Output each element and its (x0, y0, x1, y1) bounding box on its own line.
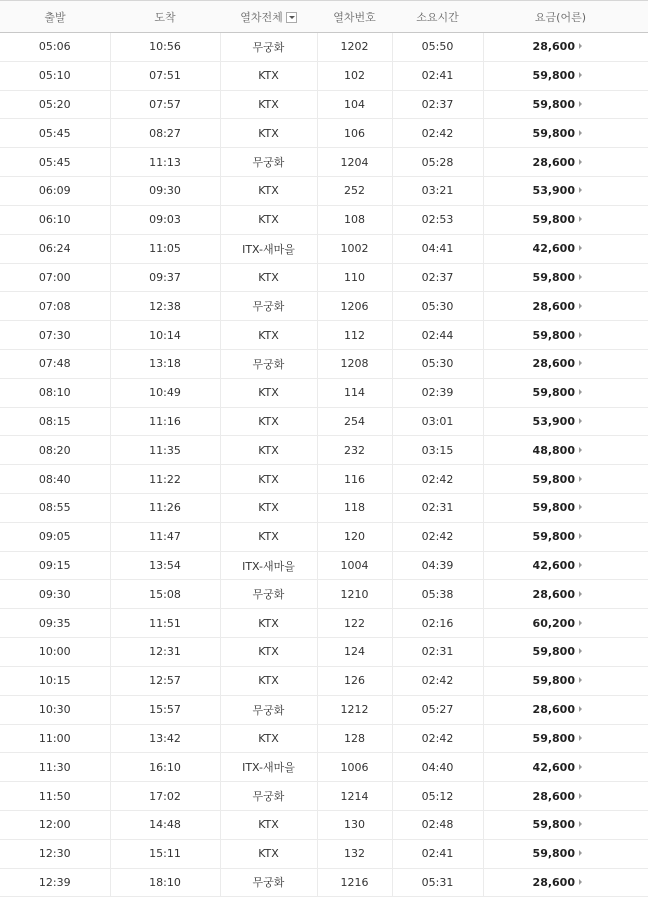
depart-time-cell: 07:00 (0, 263, 110, 292)
train-number-cell: 108 (317, 205, 392, 234)
train-number-cell: 1002 (317, 234, 392, 263)
duration-cell: 02:44 (392, 321, 483, 350)
table-row (0, 494, 648, 523)
table-header (0, 1, 648, 33)
arrive-time-cell: 11:16 (110, 407, 220, 436)
duration-cell: 04:39 (392, 551, 483, 580)
duration-cell: 05:30 (392, 349, 483, 378)
fare-cell[interactable] (483, 609, 648, 638)
duration-cell: 02:39 (392, 378, 483, 407)
fare-cell[interactable] (483, 119, 648, 148)
header-duration: 소요시간 (392, 1, 483, 33)
train-number-cell: 116 (317, 465, 392, 494)
arrive-time-cell: 07:51 (110, 61, 220, 90)
train-type-cell: KTX (220, 609, 317, 638)
fare-cell[interactable] (483, 177, 648, 206)
depart-time-cell: 12:30 (0, 839, 110, 868)
train-number-cell: 104 (317, 90, 392, 119)
chevron-right-icon[interactable] (579, 879, 582, 885)
fare-amount[interactable]: 59,800 (532, 98, 575, 112)
train-number-cell: 254 (317, 407, 392, 436)
duration-cell: 02:42 (392, 119, 483, 148)
train-type-cell: KTX (220, 465, 317, 494)
duration-cell: 04:40 (392, 753, 483, 782)
table-body (0, 33, 648, 897)
arrive-time-cell: 13:18 (110, 349, 220, 378)
depart-time-cell: 05:06 (0, 33, 110, 62)
depart-time-cell: 05:20 (0, 90, 110, 119)
fare-amount[interactable]: 28,600 (532, 587, 575, 601)
chevron-right-icon[interactable] (579, 216, 582, 222)
table-row (0, 666, 648, 695)
depart-time-cell: 08:10 (0, 378, 110, 407)
depart-time-cell: 06:09 (0, 177, 110, 206)
fare-cell[interactable] (483, 810, 648, 839)
train-number-cell: 114 (317, 378, 392, 407)
depart-time-cell: 06:10 (0, 205, 110, 234)
chevron-right-icon[interactable] (579, 245, 582, 251)
fare-cell[interactable] (483, 292, 648, 321)
depart-time-cell: 11:50 (0, 782, 110, 811)
train-number-cell: 124 (317, 638, 392, 667)
chevron-right-icon[interactable] (579, 764, 582, 770)
fare-cell[interactable] (483, 205, 648, 234)
chevron-right-icon[interactable] (579, 303, 582, 309)
table-row (0, 782, 648, 811)
table-row (0, 119, 648, 148)
table-row (0, 177, 648, 206)
depart-time-cell: 07:08 (0, 292, 110, 321)
duration-cell: 02:42 (392, 666, 483, 695)
duration-cell: 02:16 (392, 609, 483, 638)
duration-cell: 05:12 (392, 782, 483, 811)
duration-cell: 03:21 (392, 177, 483, 206)
duration-cell: 02:41 (392, 61, 483, 90)
chevron-right-icon[interactable] (579, 101, 582, 107)
table-row (0, 724, 648, 753)
arrive-time-cell: 10:14 (110, 321, 220, 350)
train-type-cell: 무궁화 (220, 782, 317, 811)
chevron-right-icon[interactable] (579, 360, 582, 366)
fare-amount[interactable]: 59,800 (532, 270, 575, 284)
chevron-right-icon[interactable] (579, 504, 582, 510)
train-number-cell: 130 (317, 810, 392, 839)
train-type-cell: KTX (220, 177, 317, 206)
fare-cell[interactable] (483, 263, 648, 292)
chevron-right-icon[interactable] (579, 620, 582, 626)
train-type-cell: KTX (220, 61, 317, 90)
table-row (0, 522, 648, 551)
table-row (0, 810, 648, 839)
fare-amount[interactable]: 59,800 (532, 674, 575, 688)
arrive-time-cell: 12:31 (110, 638, 220, 667)
header-train-type-filter[interactable] (220, 1, 317, 33)
chevron-right-icon[interactable] (579, 793, 582, 799)
duration-cell: 05:31 (392, 868, 483, 897)
chevron-right-icon[interactable] (579, 389, 582, 395)
fare-amount[interactable]: 28,600 (532, 155, 575, 169)
table-row (0, 465, 648, 494)
train-type-cell: ITX-새마을 (220, 234, 317, 263)
train-number-cell: 110 (317, 263, 392, 292)
arrive-time-cell: 15:08 (110, 580, 220, 609)
chevron-right-icon[interactable] (579, 476, 582, 482)
train-type-cell: KTX (220, 321, 317, 350)
table-row (0, 695, 648, 724)
train-type-cell: KTX (220, 638, 317, 667)
depart-time-cell: 10:15 (0, 666, 110, 695)
depart-time-cell: 08:40 (0, 465, 110, 494)
fare-amount[interactable]: 28,600 (532, 299, 575, 313)
header-arrive: 도착 (110, 1, 220, 33)
train-number-cell: 1216 (317, 868, 392, 897)
duration-cell: 05:28 (392, 148, 483, 177)
train-number-cell: 1004 (317, 551, 392, 580)
fare-cell[interactable] (483, 782, 648, 811)
depart-time-cell: 12:39 (0, 868, 110, 897)
duration-cell: 02:42 (392, 724, 483, 753)
fare-cell[interactable] (483, 465, 648, 494)
chevron-right-icon[interactable] (579, 447, 582, 453)
arrive-time-cell: 12:38 (110, 292, 220, 321)
train-number-cell: 1208 (317, 349, 392, 378)
train-number-cell: 1202 (317, 33, 392, 62)
train-type-cell: 무궁화 (220, 580, 317, 609)
depart-time-cell: 12:00 (0, 810, 110, 839)
chevron-right-icon[interactable] (579, 159, 582, 165)
table-row (0, 61, 648, 90)
fare-amount[interactable]: 53,900 (532, 414, 575, 428)
fare-amount[interactable]: 53,900 (532, 184, 575, 198)
duration-cell: 03:01 (392, 407, 483, 436)
depart-time-cell: 07:48 (0, 349, 110, 378)
table-row (0, 378, 648, 407)
fare-cell[interactable] (483, 378, 648, 407)
train-type-cell: KTX (220, 436, 317, 465)
table-row (0, 580, 648, 609)
depart-time-cell: 09:35 (0, 609, 110, 638)
arrive-time-cell: 14:48 (110, 810, 220, 839)
fare-cell[interactable] (483, 638, 648, 667)
train-type-cell: 무궁화 (220, 695, 317, 724)
chevron-down-icon[interactable] (286, 12, 297, 23)
fare-amount[interactable]: 59,800 (532, 847, 575, 861)
arrive-time-cell: 17:02 (110, 782, 220, 811)
train-type-cell: KTX (220, 666, 317, 695)
arrive-time-cell: 10:49 (110, 378, 220, 407)
train-number-cell: 1214 (317, 782, 392, 811)
train-number-cell: 132 (317, 839, 392, 868)
fare-cell[interactable] (483, 753, 648, 782)
chevron-right-icon[interactable] (579, 43, 582, 49)
duration-cell: 02:37 (392, 90, 483, 119)
arrive-time-cell: 11:47 (110, 522, 220, 551)
arrive-time-cell: 18:10 (110, 868, 220, 897)
chevron-right-icon[interactable] (579, 533, 582, 539)
chevron-right-icon[interactable] (579, 418, 582, 424)
train-type-cell: KTX (220, 263, 317, 292)
duration-cell: 02:42 (392, 522, 483, 551)
duration-cell: 04:41 (392, 234, 483, 263)
train-number-cell: 232 (317, 436, 392, 465)
train-type-cell: 무궁화 (220, 33, 317, 62)
depart-time-cell: 11:00 (0, 724, 110, 753)
table-row (0, 609, 648, 638)
table-row (0, 839, 648, 868)
chevron-right-icon[interactable] (579, 130, 582, 136)
table-row (0, 349, 648, 378)
train-number-cell: 1204 (317, 148, 392, 177)
arrive-time-cell: 11:26 (110, 494, 220, 523)
table-row (0, 292, 648, 321)
train-type-cell: KTX (220, 407, 317, 436)
arrive-time-cell: 09:03 (110, 205, 220, 234)
depart-time-cell: 10:30 (0, 695, 110, 724)
table-row (0, 753, 648, 782)
train-type-cell: KTX (220, 90, 317, 119)
table-row (0, 638, 648, 667)
chevron-right-icon[interactable] (579, 677, 582, 683)
fare-amount[interactable]: 59,800 (532, 386, 575, 400)
depart-time-cell: 09:30 (0, 580, 110, 609)
arrive-time-cell: 11:22 (110, 465, 220, 494)
arrive-time-cell: 11:51 (110, 609, 220, 638)
duration-cell: 02:31 (392, 638, 483, 667)
table-row (0, 868, 648, 897)
table-row (0, 33, 648, 62)
depart-time-cell: 09:15 (0, 551, 110, 580)
depart-time-cell: 08:55 (0, 494, 110, 523)
arrive-time-cell: 12:57 (110, 666, 220, 695)
fare-amount[interactable]: 60,200 (532, 616, 575, 630)
fare-amount[interactable]: 28,600 (532, 789, 575, 803)
fare-cell[interactable] (483, 580, 648, 609)
table-row (0, 551, 648, 580)
train-number-cell: 120 (317, 522, 392, 551)
train-number-cell: 126 (317, 666, 392, 695)
fare-amount[interactable]: 59,800 (532, 213, 575, 227)
train-type-cell: ITX-새마을 (220, 551, 317, 580)
fare-cell[interactable] (483, 695, 648, 724)
header-fare: 요금(어른) (483, 1, 648, 33)
fare-cell[interactable] (483, 666, 648, 695)
arrive-time-cell: 11:13 (110, 148, 220, 177)
train-type-cell: KTX (220, 724, 317, 753)
fare-cell[interactable] (483, 407, 648, 436)
chevron-right-icon[interactable] (579, 562, 582, 568)
duration-cell: 02:48 (392, 810, 483, 839)
duration-cell: 02:42 (392, 465, 483, 494)
depart-time-cell: 11:30 (0, 753, 110, 782)
train-type-cell: KTX (220, 522, 317, 551)
fare-amount[interactable]: 59,800 (532, 328, 575, 342)
fare-amount[interactable]: 59,800 (532, 645, 575, 659)
fare-amount[interactable]: 59,800 (532, 530, 575, 544)
train-number-cell: 112 (317, 321, 392, 350)
arrive-time-cell: 09:30 (110, 177, 220, 206)
depart-time-cell: 08:20 (0, 436, 110, 465)
depart-time-cell: 05:45 (0, 119, 110, 148)
header-train-number: 열차번호 (317, 1, 392, 33)
depart-time-cell: 06:24 (0, 234, 110, 263)
train-type-cell: 무궁화 (220, 349, 317, 378)
header-train-type-label: 열차전체 (240, 10, 283, 24)
fare-amount[interactable]: 59,800 (532, 69, 575, 83)
duration-cell: 03:15 (392, 436, 483, 465)
table-row (0, 436, 648, 465)
train-number-cell: 102 (317, 61, 392, 90)
fare-amount[interactable]: 28,600 (532, 40, 575, 54)
train-number-cell: 1006 (317, 753, 392, 782)
fare-cell[interactable] (483, 551, 648, 580)
table-row (0, 263, 648, 292)
arrive-time-cell: 15:57 (110, 695, 220, 724)
duration-cell: 02:53 (392, 205, 483, 234)
chevron-right-icon[interactable] (579, 72, 582, 78)
fare-amount[interactable]: 59,800 (532, 501, 575, 515)
arrive-time-cell: 08:27 (110, 119, 220, 148)
fare-cell[interactable] (483, 148, 648, 177)
train-type-cell: KTX (220, 494, 317, 523)
train-number-cell: 122 (317, 609, 392, 638)
fare-cell[interactable] (483, 868, 648, 897)
arrive-time-cell: 07:57 (110, 90, 220, 119)
fare-amount[interactable]: 28,600 (532, 703, 575, 717)
fare-cell[interactable] (483, 494, 648, 523)
depart-time-cell: 05:10 (0, 61, 110, 90)
arrive-time-cell: 11:05 (110, 234, 220, 263)
duration-cell: 02:37 (392, 263, 483, 292)
train-type-cell: ITX-새마을 (220, 753, 317, 782)
fare-cell[interactable] (483, 61, 648, 90)
fare-amount[interactable]: 42,600 (532, 559, 575, 573)
duration-cell: 05:38 (392, 580, 483, 609)
fare-cell[interactable] (483, 90, 648, 119)
train-number-cell: 128 (317, 724, 392, 753)
fare-cell[interactable] (483, 436, 648, 465)
header-depart: 출발 (0, 1, 110, 33)
table-row (0, 148, 648, 177)
fare-amount[interactable]: 59,800 (532, 818, 575, 832)
chevron-right-icon[interactable] (579, 850, 582, 856)
train-type-cell: KTX (220, 119, 317, 148)
arrive-time-cell: 16:10 (110, 753, 220, 782)
chevron-right-icon[interactable] (579, 735, 582, 741)
fare-amount[interactable]: 59,800 (532, 126, 575, 140)
chevron-right-icon[interactable] (579, 332, 582, 338)
fare-amount[interactable]: 42,600 (532, 242, 575, 256)
train-number-cell: 106 (317, 119, 392, 148)
train-type-cell: KTX (220, 839, 317, 868)
train-type-cell: 무궁화 (220, 148, 317, 177)
train-number-cell: 252 (317, 177, 392, 206)
table-row (0, 234, 648, 263)
arrive-time-cell: 09:37 (110, 263, 220, 292)
chevron-right-icon[interactable] (579, 706, 582, 712)
train-type-cell: KTX (220, 810, 317, 839)
arrive-time-cell: 15:11 (110, 839, 220, 868)
arrive-time-cell: 11:35 (110, 436, 220, 465)
chevron-right-icon[interactable] (579, 187, 582, 193)
fare-cell[interactable] (483, 234, 648, 263)
train-number-cell: 1210 (317, 580, 392, 609)
duration-cell: 02:31 (392, 494, 483, 523)
train-type-cell: 무궁화 (220, 292, 317, 321)
fare-cell[interactable] (483, 321, 648, 350)
depart-time-cell: 09:05 (0, 522, 110, 551)
table-row (0, 90, 648, 119)
table-row (0, 321, 648, 350)
train-number-cell: 1212 (317, 695, 392, 724)
train-type-cell: KTX (220, 378, 317, 407)
fare-cell[interactable] (483, 349, 648, 378)
train-type-cell: 무궁화 (220, 868, 317, 897)
chevron-right-icon[interactable] (579, 591, 582, 597)
fare-cell[interactable] (483, 33, 648, 62)
fare-amount[interactable]: 42,600 (532, 760, 575, 774)
fare-amount[interactable]: 48,800 (532, 443, 575, 457)
depart-time-cell: 08:15 (0, 407, 110, 436)
fare-amount[interactable]: 28,600 (532, 875, 575, 889)
fare-cell[interactable] (483, 522, 648, 551)
depart-time-cell: 05:45 (0, 148, 110, 177)
fare-amount[interactable]: 59,800 (532, 472, 575, 486)
train-number-cell: 118 (317, 494, 392, 523)
chevron-right-icon[interactable] (579, 821, 582, 827)
duration-cell: 05:27 (392, 695, 483, 724)
table-row (0, 205, 648, 234)
fare-cell[interactable] (483, 724, 648, 753)
arrive-time-cell: 13:42 (110, 724, 220, 753)
fare-amount[interactable]: 59,800 (532, 731, 575, 745)
duration-cell: 05:30 (392, 292, 483, 321)
fare-cell[interactable] (483, 839, 648, 868)
arrive-time-cell: 10:56 (110, 33, 220, 62)
depart-time-cell: 10:00 (0, 638, 110, 667)
chevron-right-icon[interactable] (579, 274, 582, 280)
chevron-right-icon[interactable] (579, 648, 582, 654)
train-type-cell: KTX (220, 205, 317, 234)
table-row (0, 407, 648, 436)
duration-cell: 05:50 (392, 33, 483, 62)
arrive-time-cell: 13:54 (110, 551, 220, 580)
duration-cell: 02:41 (392, 839, 483, 868)
header-row (0, 1, 648, 33)
fare-amount[interactable]: 28,600 (532, 357, 575, 371)
train-number-cell: 1206 (317, 292, 392, 321)
depart-time-cell: 07:30 (0, 321, 110, 350)
